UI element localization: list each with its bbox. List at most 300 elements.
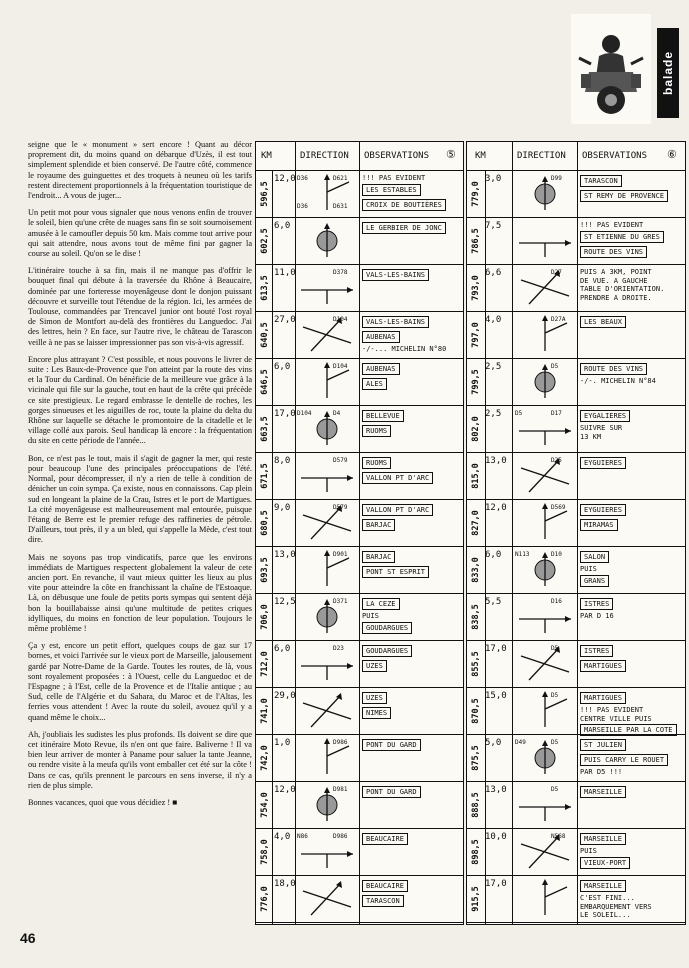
road-number: D104 bbox=[297, 410, 312, 417]
junction-diagram bbox=[297, 548, 357, 588]
junction-diagram bbox=[297, 736, 357, 776]
observations-cell bbox=[580, 832, 683, 871]
direction-cell bbox=[515, 595, 575, 638]
direction-sign: ALES bbox=[362, 378, 387, 390]
header-direction: DIRECTION bbox=[300, 151, 349, 161]
table-row bbox=[256, 452, 463, 500]
cumulative-km-value: 793,0 bbox=[471, 274, 481, 301]
cumulative-km-value: 799,5 bbox=[471, 368, 481, 395]
observations-cell bbox=[362, 738, 462, 753]
observations-cell bbox=[580, 268, 683, 302]
observations-cell bbox=[580, 785, 683, 800]
observation-note: PUIS bbox=[580, 847, 597, 855]
observations-cell bbox=[362, 785, 462, 800]
road-number: D981 bbox=[333, 786, 348, 793]
cumulative-km-value: 802,0 bbox=[471, 415, 481, 442]
cumulative-km bbox=[469, 734, 483, 781]
table-row bbox=[256, 405, 463, 453]
direction-cell bbox=[515, 454, 575, 497]
article-paragraph: Encore plus attrayant ? C'est possible, et nous pouvons le livrer de suite : Les Baux-de-Provence que l'on atteint par la route des vins et la Tour du Cardinal. On bénéficie de la meilleure vue grâce à la vicinale qui file sur la gauche, tout en haut de la crête qui précède ce site prestigieux. Le regard embrasse le dentelle de roches, les gorges sinueuses et les aiguilles de roc, toute la plaine du delta du Rhône sur laquelle se détache le promontoire de la citadelle et le village collé aux parois. Seul handicap là encore : la fréquentation du site en cette période de l'année... bbox=[28, 354, 252, 446]
direction-sign: EYGALIERES bbox=[580, 410, 630, 422]
partial-km: 2,5 bbox=[485, 409, 502, 419]
table-row bbox=[467, 875, 685, 923]
direction-sign: GOUDARGUES bbox=[362, 645, 412, 657]
cumulative-km bbox=[258, 264, 272, 311]
cumulative-km bbox=[469, 593, 483, 640]
road-number: D371 bbox=[333, 598, 348, 605]
junction-diagram bbox=[515, 407, 575, 447]
road-number: D27A bbox=[551, 316, 566, 323]
observations-cell bbox=[362, 550, 462, 580]
road-number: D17 bbox=[551, 410, 562, 417]
observations-cell bbox=[580, 550, 683, 589]
cumulative-km-value: 855,5 bbox=[471, 650, 481, 677]
partial-km: 13,0 bbox=[485, 785, 507, 795]
direction-cell bbox=[297, 454, 357, 497]
cumulative-km-value: 827,0 bbox=[471, 509, 481, 536]
junction-diagram bbox=[515, 313, 575, 353]
cumulative-km-value: 776,0 bbox=[260, 885, 270, 912]
partial-km: 7,5 bbox=[485, 221, 502, 231]
observations-cell bbox=[580, 597, 683, 621]
partial-km: 1,0 bbox=[274, 738, 291, 748]
table-row bbox=[467, 170, 685, 218]
article-paragraph: Bon, ce n'est pas le tout, mais il s'agit de gagner la mer, qui reste pour beaucoup l'une des principales préoccupations de l'été. Normal, pour décompresser, il n'y a rien de telle à condition de dénicher un coin sympa. Ça existe, nous en connaissons. Cap plein sud en longeant la plaine de la Crau, Istres et le port de Martigues. La cité moyenâgeuse est malheureusement mal entourée, puisque l'étang de Berre est le premier refuge des raffineries de pétrole. D'ailleurs, tout près, il y a un bled, qui s'appelle la Mède, c'est tout dire. bbox=[28, 453, 252, 545]
partial-km: 11,0 bbox=[274, 268, 296, 278]
junction-diagram bbox=[515, 736, 575, 776]
direction-sign: PUIS CARRY LE ROUET bbox=[580, 754, 668, 766]
motorcycle-rider-illustration bbox=[571, 14, 651, 124]
junction-diagram bbox=[515, 595, 575, 635]
direction-sign: MARSEILLE bbox=[580, 786, 626, 798]
cumulative-km-value: 754,0 bbox=[260, 791, 270, 818]
road-number: D27 bbox=[551, 269, 562, 276]
direction-cell bbox=[515, 689, 575, 732]
roadbook-table-5 bbox=[255, 141, 464, 925]
direction-sign: BEAUCAIRE bbox=[362, 880, 408, 892]
partial-km: 12,0 bbox=[485, 503, 507, 513]
table-row bbox=[467, 264, 685, 312]
cumulative-km bbox=[258, 828, 272, 875]
direction-sign: PONT DU GARD bbox=[362, 739, 421, 751]
road-number: D25 bbox=[551, 457, 562, 464]
cumulative-km-value: 898,5 bbox=[471, 838, 481, 865]
road-number: N568 bbox=[551, 833, 566, 840]
partial-km: 12,5 bbox=[274, 597, 296, 607]
cumulative-km-value: 915,5 bbox=[471, 885, 481, 912]
cumulative-km bbox=[469, 828, 483, 875]
direction-cell bbox=[297, 595, 357, 638]
cumulative-km bbox=[258, 593, 272, 640]
cumulative-km-value: 596,5 bbox=[260, 180, 270, 207]
direction-sign: MARSEILLE bbox=[580, 880, 626, 892]
partial-km: 5,5 bbox=[485, 597, 502, 607]
road-number: D16 bbox=[551, 598, 562, 605]
direction-sign: BELLEVUE bbox=[362, 410, 404, 422]
road-number: D5 bbox=[551, 786, 559, 793]
junction-diagram bbox=[515, 830, 575, 870]
junction-diagram bbox=[297, 689, 357, 729]
partial-km: 27,0 bbox=[274, 315, 296, 325]
junction-diagram bbox=[297, 360, 357, 400]
observations-cell bbox=[362, 879, 462, 909]
junction-diagram bbox=[515, 219, 575, 259]
cumulative-km-value: 613,5 bbox=[260, 274, 270, 301]
observations-cell bbox=[580, 362, 683, 386]
observations-cell bbox=[362, 315, 462, 354]
cumulative-km-value: 838,5 bbox=[471, 603, 481, 630]
cumulative-km bbox=[469, 687, 483, 734]
cumulative-km-value: 663,5 bbox=[260, 415, 270, 442]
observation-note: PAR D5 !!! bbox=[580, 768, 623, 776]
cumulative-km-value: 870,5 bbox=[471, 697, 481, 724]
observations-cell bbox=[580, 738, 683, 777]
road-number: D5 bbox=[551, 739, 559, 746]
direction-cell bbox=[297, 736, 357, 779]
observation-note: !!! PAS EVIDENT bbox=[580, 221, 644, 229]
table-row bbox=[467, 499, 685, 547]
cumulative-km-value: 758,0 bbox=[260, 838, 270, 865]
observations-cell bbox=[580, 644, 683, 674]
junction-diagram bbox=[515, 454, 575, 494]
road-number: N113 bbox=[515, 551, 530, 558]
observation-note: 13 KM bbox=[580, 432, 602, 441]
cumulative-km bbox=[258, 217, 272, 264]
cumulative-km bbox=[258, 452, 272, 499]
direction-sign: MARTIGUES bbox=[580, 692, 626, 704]
junction-diagram bbox=[297, 877, 357, 917]
direction-sign: LES BEAUX bbox=[580, 316, 626, 328]
article-paragraph: Mais ne soyons pas trop vindicatifs, parce que les environs immédiats de Martigues respectent globalement la valeur de cete ancien port. En revanche, il vaut mieux quitter les lieux au plus vite pour atteindre la côte en franchissant la chaîne de l'Estoaque. Là, on débusque une foule de petits ports sympas qui sentent déjà bon la bouillabaisse ainsi qu'une multitude de petites criques idylliques, du moins en fonction de leur population. Toujours le même problème ! bbox=[28, 552, 252, 633]
road-number: D5 bbox=[515, 410, 523, 417]
junction-diagram bbox=[515, 689, 575, 729]
cumulative-km-value: 646,5 bbox=[260, 368, 270, 395]
article-paragraph: seigne que le « monument » sert encore ! Quant au décor proprement dit, du moins quand on débarque d'Uzès, il est tout simplement splendide et bien conservé. De l'autre côté, commence le royaume des guinguettes et des troquets à neuneu où les tarifs restent directement proportionnels à la fréquentation touristique de l'endroit... A vous de juger... bbox=[28, 140, 252, 201]
observation-note: !!! PAS EVIDENT bbox=[580, 706, 644, 714]
partial-km: 13,0 bbox=[274, 550, 296, 560]
observations-cell bbox=[580, 174, 683, 204]
junction-diagram bbox=[515, 501, 575, 541]
direction-cell bbox=[515, 360, 575, 403]
direction-cell bbox=[515, 407, 575, 450]
direction-cell bbox=[297, 407, 357, 450]
direction-sign: EYGUIERES bbox=[580, 504, 626, 516]
cumulative-km bbox=[469, 170, 483, 217]
header-km: KM bbox=[475, 151, 486, 161]
partial-km: 6,0 bbox=[274, 362, 291, 372]
direction-cell bbox=[515, 548, 575, 591]
observation-note: PAR D 16 bbox=[580, 612, 614, 620]
partial-km: 3,0 bbox=[485, 174, 502, 184]
cumulative-km-value: 741,0 bbox=[260, 697, 270, 724]
direction-cell bbox=[515, 736, 575, 779]
cumulative-km bbox=[258, 734, 272, 781]
observations-cell bbox=[362, 644, 462, 674]
partial-km: 4,0 bbox=[274, 832, 291, 842]
table-row bbox=[467, 687, 685, 735]
junction-diagram bbox=[297, 830, 357, 870]
header-direction: DIRECTION bbox=[517, 151, 566, 161]
direction-cell bbox=[297, 219, 357, 262]
cumulative-km bbox=[258, 170, 272, 217]
cumulative-km bbox=[469, 358, 483, 405]
cumulative-km-value: 815,0 bbox=[471, 462, 481, 489]
table-row bbox=[256, 217, 463, 265]
partial-km: 29,0 bbox=[274, 691, 296, 701]
table-row bbox=[467, 546, 685, 594]
article-paragraph: Ah, j'oubliais les sudistes les plus profonds. Ils doivent se dire que cet itinéraire Moto Revue, ils n'en ont que faire. Baliverne ! Il va bien leur arriver de monter à Paname pour saluer la tante Jeanne, ou rendre visite à la meufa qu'ils vont emballer cet été sur la côte ! Dans ce cas, qu'ils prennent le parcours en sens inverse, il n'y a rien de plus simple. bbox=[28, 729, 252, 790]
observations-cell bbox=[580, 691, 683, 738]
direction-sign: BEAUCAIRE bbox=[362, 833, 408, 845]
section-badge bbox=[561, 4, 681, 134]
road-number: D631 bbox=[333, 203, 348, 210]
road-number: D104 bbox=[333, 316, 348, 323]
observations-cell bbox=[580, 409, 683, 441]
direction-sign: UZES bbox=[362, 660, 387, 672]
cumulative-km bbox=[258, 358, 272, 405]
direction-cell bbox=[515, 172, 575, 215]
cumulative-km-value: 640,5 bbox=[260, 321, 270, 348]
direction-sign: LE GERBIER DE JONC bbox=[362, 222, 446, 234]
direction-sign: PONT DU GARD bbox=[362, 786, 421, 798]
road-number: D621 bbox=[333, 175, 348, 182]
partial-km: 12,0 bbox=[274, 785, 296, 795]
header-km: KM bbox=[261, 151, 272, 161]
direction-sign: MARSEILLE PAR LA COTE bbox=[580, 724, 677, 736]
junction-diagram bbox=[297, 642, 357, 682]
direction-sign: BARJAC bbox=[362, 519, 395, 531]
table-row bbox=[256, 781, 463, 829]
cumulative-km-value: 671,5 bbox=[260, 462, 270, 489]
direction-cell bbox=[515, 830, 575, 873]
observation-note: SUIVRE SUR bbox=[580, 424, 623, 432]
direction-sign: VALLON PT D'ARC bbox=[362, 472, 433, 484]
observations-cell bbox=[362, 597, 462, 636]
article-paragraph: Ça y est, encore un petit effort, quelques coups de gaz sur 17 bornes, et voici l'arrivée sur le vieux port de Marseille, jalousement gardé par Notre-Dame de la Garde. Toutes les routes, de là, vous sont royalement proposées : à l'Ouest, celle du Languedoc et de l'Espagne ; à l'Est, celle de la Provence et de l'Italie antique ; au Sud, celle de l'Algérie et du Sahara, du Maroc et de l'Altas, les ferries vous attendent ! Avec la route du soleil, avouez qu'il y a quand même le choix... bbox=[28, 641, 252, 722]
junction-diagram bbox=[515, 266, 575, 306]
cumulative-km-value: 602,5 bbox=[260, 227, 270, 254]
direction-sign: ST JULIEN bbox=[580, 739, 626, 751]
direction-cell bbox=[515, 783, 575, 826]
table-header bbox=[467, 142, 685, 171]
road-number: D99 bbox=[551, 175, 562, 182]
observation-note: -/-... MICHELIN N°80 bbox=[362, 345, 447, 353]
table-row bbox=[467, 405, 685, 453]
direction-cell bbox=[297, 877, 357, 920]
direction-sign: TARASCON bbox=[580, 175, 622, 187]
direction-sign: VALS-LES-BAINS bbox=[362, 269, 429, 281]
road-number: D5 bbox=[551, 363, 559, 370]
direction-cell bbox=[515, 877, 575, 920]
direction-sign: MARSEILLE bbox=[580, 833, 626, 845]
junction-diagram bbox=[515, 172, 575, 212]
cumulative-km-value: 706,0 bbox=[260, 603, 270, 630]
direction-sign: ST REMY DE PROVENCE bbox=[580, 190, 668, 202]
cumulative-km bbox=[469, 640, 483, 687]
partial-km: 15,0 bbox=[485, 691, 507, 701]
direction-sign: VALS-LES-BAINS bbox=[362, 316, 429, 328]
partial-km: 13,0 bbox=[485, 456, 507, 466]
cumulative-km-value: 742,0 bbox=[260, 744, 270, 771]
direction-sign: CROIX DE BOUTIÈRES bbox=[362, 199, 446, 211]
direction-sign: ROUTE DES VINS bbox=[580, 363, 647, 375]
observation-note: C'EST FINI... bbox=[580, 894, 635, 902]
cumulative-km bbox=[469, 311, 483, 358]
cumulative-km bbox=[469, 405, 483, 452]
cumulative-km bbox=[258, 311, 272, 358]
direction-sign: RUOMS bbox=[362, 457, 391, 469]
table-row bbox=[256, 828, 463, 876]
direction-sign: ISTRES bbox=[580, 598, 613, 610]
observations-cell bbox=[362, 409, 462, 439]
observation-note: EMBARQUEMENT VERS bbox=[580, 902, 652, 911]
cumulative-km-value: 779,0 bbox=[471, 180, 481, 207]
direction-sign: NIMES bbox=[362, 707, 391, 719]
observations-cell bbox=[362, 174, 462, 213]
road-number: D569 bbox=[551, 504, 566, 511]
cumulative-km bbox=[258, 546, 272, 593]
junction-diagram bbox=[297, 783, 357, 823]
header-observations: OBSERVATIONS bbox=[364, 151, 430, 161]
road-number: D104 bbox=[333, 363, 348, 370]
observation-note: CENTRE VILLE PUIS bbox=[580, 714, 652, 723]
road-number: D579 bbox=[333, 504, 348, 511]
table-row bbox=[467, 358, 685, 406]
direction-sign: AUBENAS bbox=[362, 331, 400, 343]
table-row bbox=[256, 593, 463, 641]
road-number: D36 bbox=[297, 203, 308, 210]
partial-km: 6,6 bbox=[485, 268, 502, 278]
direction-sign: GOUDARGUES bbox=[362, 622, 412, 634]
observation-note: TABLE D'ORIENTATION. bbox=[580, 285, 665, 293]
junction-diagram bbox=[297, 501, 357, 541]
direction-cell bbox=[515, 219, 575, 262]
road-number: D5 bbox=[551, 692, 559, 699]
table-row bbox=[256, 546, 463, 594]
cumulative-km bbox=[469, 217, 483, 264]
direction-cell bbox=[515, 642, 575, 685]
cumulative-km bbox=[258, 781, 272, 828]
cumulative-km-value: 693,5 bbox=[260, 556, 270, 583]
table-row bbox=[256, 358, 463, 406]
observation-note: DE VUE. A GAUCHE bbox=[580, 276, 648, 285]
road-number: D49 bbox=[515, 739, 526, 746]
table-row bbox=[256, 264, 463, 312]
cumulative-km-value: 786,5 bbox=[471, 227, 481, 254]
table-row bbox=[467, 452, 685, 500]
road-number: D5 bbox=[551, 645, 559, 652]
direction-cell bbox=[297, 642, 357, 685]
table-row bbox=[467, 734, 685, 782]
roadbook-table-6 bbox=[466, 141, 686, 925]
observations-cell bbox=[362, 503, 462, 533]
direction-sign: VALLON PT D'ARC bbox=[362, 504, 433, 516]
partial-km: 6,0 bbox=[274, 221, 291, 231]
cumulative-km-value: 875,5 bbox=[471, 744, 481, 771]
junction-diagram bbox=[297, 172, 357, 212]
road-number: D36 bbox=[297, 175, 308, 182]
partial-km: 12,0 bbox=[274, 174, 296, 184]
road-number: D4 bbox=[333, 410, 341, 417]
direction-sign: VIEUX-PORT bbox=[580, 857, 630, 869]
direction-sign: ST ETIENNE DU GRES bbox=[580, 231, 664, 243]
direction-cell bbox=[515, 266, 575, 309]
partial-km: 5,0 bbox=[485, 738, 502, 748]
observation-note: LE SOLEIL... bbox=[580, 911, 631, 919]
direction-sign: LA CEZE bbox=[362, 598, 400, 610]
observations-cell bbox=[362, 832, 462, 847]
cumulative-km-value: 712,0 bbox=[260, 650, 270, 677]
direction-cell bbox=[297, 689, 357, 732]
direction-cell bbox=[515, 501, 575, 544]
observation-note: PRENDRE A DROITE. bbox=[580, 293, 652, 302]
table-row bbox=[467, 593, 685, 641]
table-row bbox=[467, 217, 685, 265]
observations-cell bbox=[580, 315, 683, 330]
table-row bbox=[467, 828, 685, 876]
partial-km: 17,0 bbox=[485, 879, 507, 889]
observation-note: PUIS bbox=[362, 612, 379, 620]
cumulative-km-value: 797,0 bbox=[471, 321, 481, 348]
junction-diagram bbox=[297, 595, 357, 635]
direction-sign: AUBENAS bbox=[362, 363, 400, 375]
direction-sign: ROUTE DES VINS bbox=[580, 246, 647, 258]
direction-cell bbox=[297, 501, 357, 544]
partial-km: 17,0 bbox=[485, 644, 507, 654]
cumulative-km bbox=[469, 264, 483, 311]
table-row bbox=[256, 687, 463, 735]
observations-cell bbox=[362, 362, 462, 392]
cumulative-km bbox=[469, 546, 483, 593]
observations-cell bbox=[362, 221, 462, 236]
observation-note: -/-. MICHELIN N°84 bbox=[580, 377, 656, 385]
junction-diagram bbox=[515, 642, 575, 682]
table-row bbox=[256, 875, 463, 923]
article-text bbox=[28, 140, 252, 815]
observations-cell bbox=[362, 268, 462, 283]
junction-diagram bbox=[515, 783, 575, 823]
junction-diagram bbox=[297, 313, 357, 353]
direction-cell bbox=[297, 172, 357, 215]
table-row bbox=[256, 640, 463, 688]
partial-km: 9,0 bbox=[274, 503, 291, 513]
badge-label: balade bbox=[657, 28, 679, 118]
direction-sign: GRANS bbox=[580, 575, 609, 587]
observations-cell bbox=[362, 691, 462, 721]
table-row bbox=[467, 640, 685, 688]
observation-note: PUIS A 3KM, POINT bbox=[580, 268, 652, 276]
direction-sign: UZES bbox=[362, 692, 387, 704]
observation-note: !!! PAS EVIDENT bbox=[362, 174, 426, 182]
cumulative-km bbox=[258, 875, 272, 922]
partial-km: 8,0 bbox=[274, 456, 291, 466]
cumulative-km-value: 888,5 bbox=[471, 791, 481, 818]
observations-cell bbox=[362, 456, 462, 486]
road-number: D10 bbox=[551, 551, 562, 558]
direction-sign: EYGUIERES bbox=[580, 457, 626, 469]
article-paragraph: L'itinéraire touche à sa fin, mais il ne manque pas d'offrir le bouquet final qui débute à la traversée du Rhône à Beaucaire, dominée par une forteresse moyenâgeuse dont le donjon puissant découvre et surveille tout l'étendue de la région. Ici, les armées de Toulouse, commandées par Trencavel junior ont bouté l'ost royal de Simon de Montfort au-delà des frontières du Languedoc. J'ai des lettres, hein ? En face, sur l'autre rive, le château de Tarascon veille à ne pas se laisser impressionner pas son vis-à-vis agressif. bbox=[28, 266, 252, 347]
cumulative-km bbox=[258, 640, 272, 687]
direction-sign: LES ESTABLES bbox=[362, 184, 421, 196]
cumulative-km bbox=[469, 781, 483, 828]
header-observations: OBSERVATIONS bbox=[582, 151, 648, 161]
direction-sign: RUOMS bbox=[362, 425, 391, 437]
road-number: D378 bbox=[333, 269, 348, 276]
partial-km: 4,0 bbox=[485, 315, 502, 325]
page-number: 46 bbox=[20, 930, 36, 946]
cumulative-km bbox=[258, 687, 272, 734]
direction-cell bbox=[297, 360, 357, 403]
